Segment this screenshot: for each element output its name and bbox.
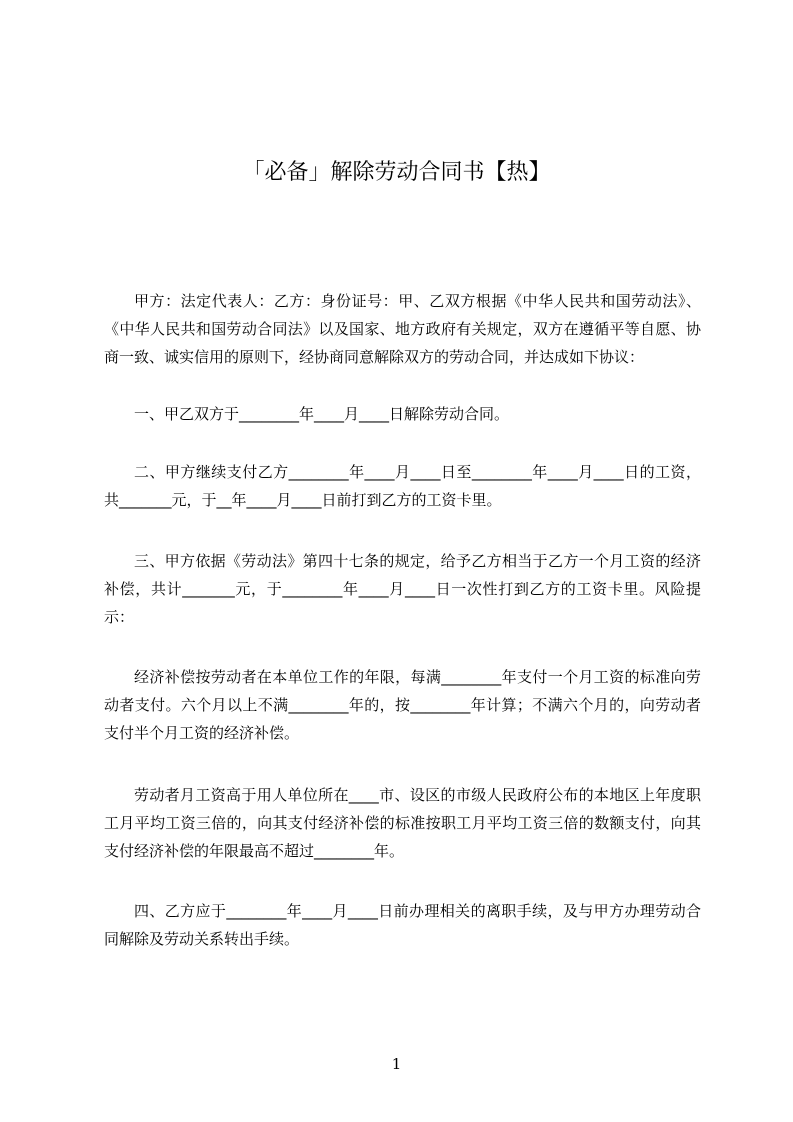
document-title: 「必备」解除劳动合同书【热】 xyxy=(242,159,551,185)
paragraph-termination-date: 一、甲乙双方于________年____月____日解除劳动合同。 xyxy=(134,405,510,423)
paragraph-resignation-procedures: 四、乙方应于________年____月____日前办理相关的离职手续，及与甲方办理劳动合同解除及劳动关系转出手续。 xyxy=(104,902,701,948)
document-body xyxy=(104,287,701,953)
paragraph-compensation-standard: 经济补偿按劳动者在本单位工作的年限，每满________年支付一个月工资的标准向劳动者支付。六个月以上不满________年的，按________年计算；不满六个月的，向劳动者支付半个月工资的经济补偿。 xyxy=(104,668,701,742)
paragraph-parties-and-agreement: 甲方：法定代表人：乙方：身份证号：甲、乙双方根据《中华人民共和国劳动法》、《中华人民共和国劳动合同法》以及国家、地方政府有关规定，双方在遵循平等自愿、协商一致、诚实信用的原则下，经协商同意解除双方的劳动合同，并达成如下协议： xyxy=(104,292,701,366)
paragraph-high-wage-limit: 劳动者月工资高于用人单位所在____市、设区的市级人民政府公布的本地区上年度职工月平均工资三倍的，向其支付经济补偿的标准按职工月平均工资三倍的数额支付，向其支付经济补偿的年限最高不超过________年。 xyxy=(104,786,701,860)
paragraph-economic-compensation: 三、甲方依据《劳动法》第四十七条的规定，给予乙方相当于乙方一个月工资的经济补偿，共计_______元，于________年____月____日一次性打到乙方的工资卡里。风险提示： xyxy=(104,552,701,626)
page-number: 1 xyxy=(391,1055,402,1073)
paragraph-salary-payment: 二、甲方继续支付乙方________年____月____日至________年____月____日的工资，共_______元，于__年____月____日前打到乙方的工资卡里。 xyxy=(104,463,701,509)
